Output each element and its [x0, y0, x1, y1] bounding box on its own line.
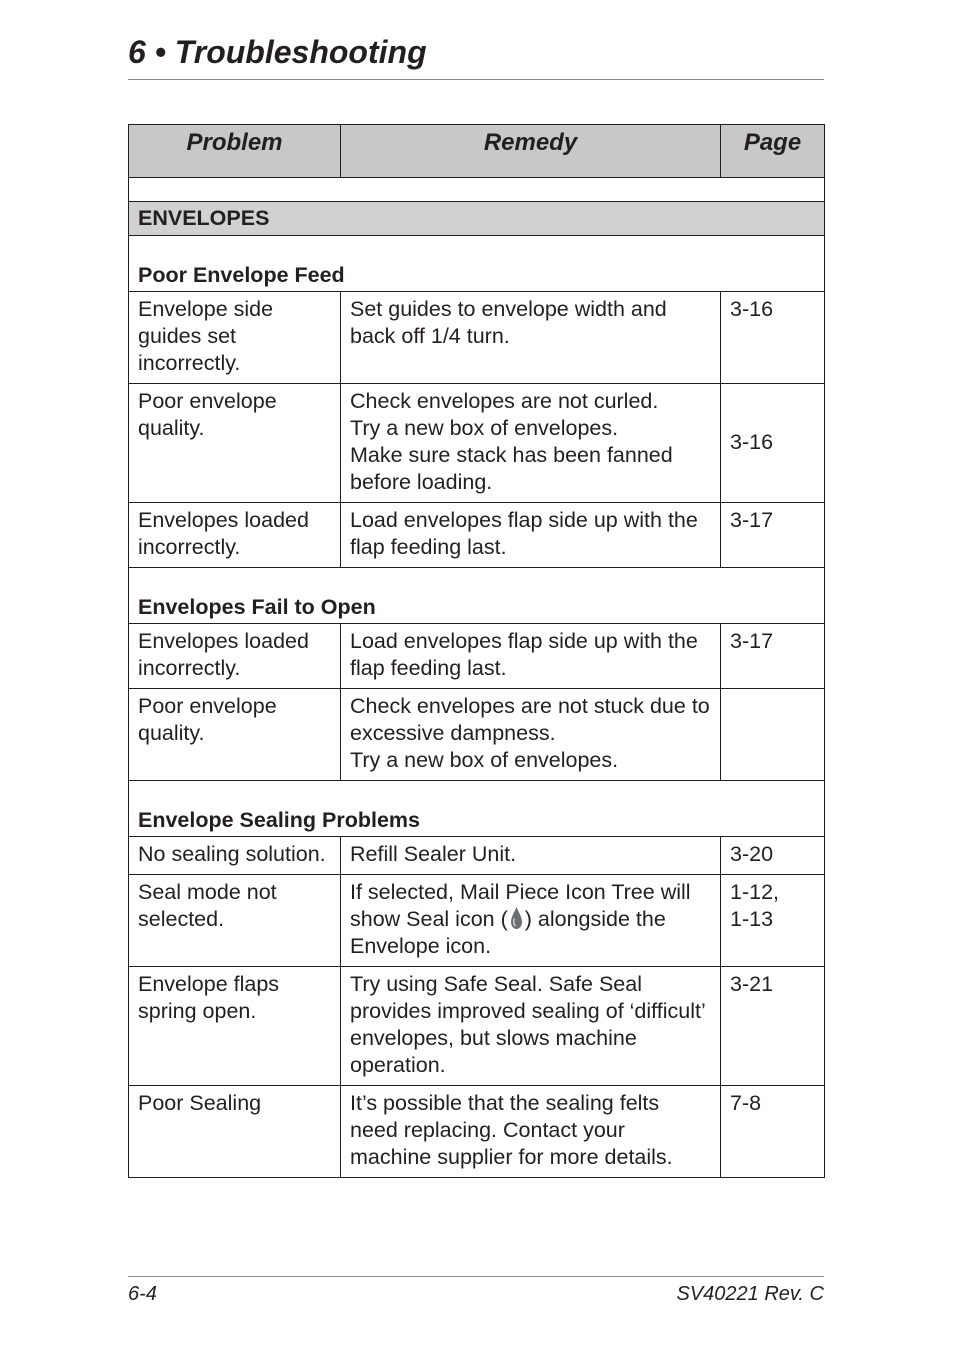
- remedy-cell: [341, 837, 721, 875]
- remedy-line: Try a new box of envelopes.: [350, 416, 619, 440]
- problem-cell: Poor envelope quality.: [129, 689, 341, 781]
- section-heading: ENVELOPES: [129, 202, 825, 236]
- page-cell: [721, 689, 825, 781]
- document-reference: SV40221 Rev. C: [676, 1283, 824, 1305]
- problem-cell: Envelope side guides set incorrectly.: [129, 292, 341, 384]
- group-heading-row: [129, 781, 825, 837]
- table-row: [129, 875, 825, 967]
- remedy-line: Check envelopes are not stuck due to excessive dampness.: [350, 694, 710, 745]
- problem-cell: Envelopes loaded incorrectly.: [129, 624, 341, 689]
- footer-divider: [128, 1276, 824, 1277]
- table-row: [129, 624, 825, 689]
- remedy-cell: [341, 292, 721, 384]
- remedy-line: Refill Sealer Unit.: [350, 842, 517, 866]
- column-header-page: Page: [721, 125, 825, 178]
- remedy-cell: [341, 689, 721, 781]
- seal-drop-icon: [510, 906, 523, 930]
- remedy-line: Make sure stack has been fanned before loading.: [350, 443, 673, 494]
- page-ref: 1-12,: [730, 880, 780, 904]
- remedy-cell: [341, 967, 721, 1086]
- table-row: [129, 689, 825, 781]
- title-divider: [128, 79, 824, 80]
- page-cell: 3-17: [721, 624, 825, 689]
- page-title: 6 • Troubleshooting: [128, 34, 427, 70]
- page-number: 6-4: [128, 1283, 157, 1305]
- page-cell: 3-20: [721, 837, 825, 875]
- column-header-remedy: Remedy: [341, 125, 721, 178]
- table-row: [129, 292, 825, 384]
- page-cell: 3-17: [721, 503, 825, 568]
- problem-cell: Seal mode not selected.: [129, 875, 341, 967]
- remedy-cell: [341, 1086, 721, 1178]
- remedy-line: Try a new box of envelopes.: [350, 748, 619, 772]
- table-row: [129, 967, 825, 1086]
- remedy-text-before-icon: If selected, Mail Piece Icon Tree will show Seal icon (: [350, 880, 691, 931]
- troubleshooting-table: [128, 124, 825, 1178]
- page-cell: 3-16: [721, 384, 825, 503]
- spacer-row: [129, 178, 825, 202]
- remedy-line: Set guides to envelope width and back off 1/4 turn.: [350, 297, 667, 348]
- problem-cell: No sealing solution.: [129, 837, 341, 875]
- remedy-cell: [341, 875, 721, 967]
- remedy-cell: [341, 384, 721, 503]
- group-heading: Envelopes Fail to Open: [129, 568, 825, 624]
- group-heading-row: [129, 568, 825, 624]
- column-header-problem: Problem: [129, 125, 341, 178]
- group-heading-row: [129, 236, 825, 292]
- problem-cell: Envelopes loaded incorrectly.: [129, 503, 341, 568]
- table-row: [129, 503, 825, 568]
- remedy-cell: [341, 624, 721, 689]
- page-cell: 3-21: [721, 967, 825, 1086]
- section-row: [129, 202, 825, 236]
- group-heading: Poor Envelope Feed: [129, 236, 825, 292]
- table-row: [129, 384, 825, 503]
- page-ref: 1-13: [730, 907, 774, 931]
- remedy-line: Load envelopes flap side up with the flap feeding last.: [350, 508, 698, 559]
- remedy-line: Load envelopes flap side up with the flap feeding last.: [350, 629, 698, 680]
- page-cell: 7-8: [721, 1086, 825, 1178]
- page-cell: [721, 875, 825, 967]
- remedy-line: Check envelopes are not curled.: [350, 389, 659, 413]
- table-row: [129, 837, 825, 875]
- remedy-line: It’s possible that the sealing felts need replacing. Contact your machine supplier for more details.: [350, 1091, 673, 1169]
- problem-cell: Poor Sealing: [129, 1086, 341, 1178]
- remedy-line: Try using Safe Seal. Safe Seal provides improved sealing of ‘difficult’ envelopes, but slows machine operation.: [350, 972, 705, 1077]
- problem-cell: Envelope flaps spring open.: [129, 967, 341, 1086]
- table-header-row: [129, 125, 825, 178]
- problem-cell: Poor envelope quality.: [129, 384, 341, 503]
- remedy-cell: [341, 503, 721, 568]
- group-heading: Envelope Sealing Problems: [129, 781, 825, 837]
- remedy-text-after-icon: ) alongside the Envelope icon.: [350, 907, 666, 958]
- table-row: [129, 1086, 825, 1178]
- page-cell: 3-16: [721, 292, 825, 384]
